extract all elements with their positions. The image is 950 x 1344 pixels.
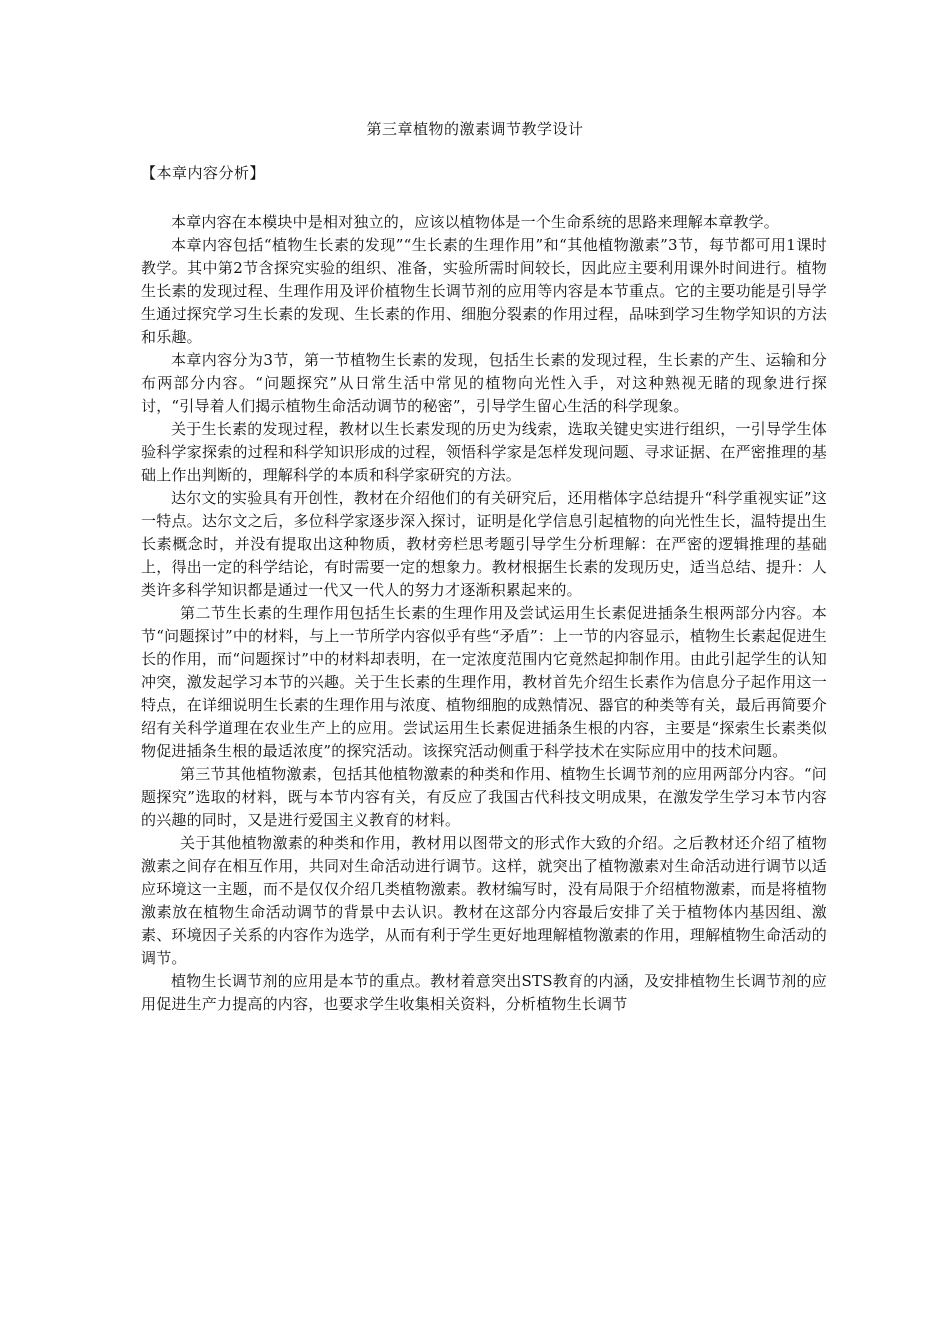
section-heading: 【本章内容分析】	[141, 164, 266, 182]
paragraph: 植物生长调节剂的应用是本节的重点。教材着意突出STS教育的内涵，及安排植物生长调节剂的应用促进生产力提高的内容，也要求学生收集相关资料，分析植物生长调节	[141, 972, 827, 1013]
paragraph: 本章内容包括“植物生长素的发现”“生长素的生理作用”和“其他植物激素”3节，每节都可用1课时教学。其中第2节含探究实验的组织、准备，实验所需时间较长，因此应主要利用课外时间进行。植物生长素的发现过程、生理作用及评价植物生长调节剂的应用等内容是本节重点。它的主要功能是引导学生通过探究学习生长素的发现、生长素的作用、细胞分裂素的作用过程，品味到学习生物学知识的方法和乐趣。	[141, 236, 827, 346]
paragraph: 达尔文的实验具有开创性，教材在介绍他们的有关研究后，还用楷体字总结提升“科学重视实证”这一特点。达尔文之后，多位科学家逐步深入探讨，证明是化学信息引起植物的向光性生长，温特提出生长素概念时，并没有提取出这种物质，教材旁栏思考题引导学生分析理解：在严密的逻辑推理的基础上，得出一定的科学结论，有时需要一定的想象力。教材根据生长素的发现历史，适当总结、提升：人类许多科学知识都是通过一代又一代人的努力才逐渐积累起来的。	[141, 489, 827, 599]
paragraph: 第三节其他植物激素，包括其他植物激素的种类和作用、植物生长调节剂的应用两部分内容。“问题探究”选取的材料，既与本节内容有关，有反应了我国古代科技文明成果，在激发学生学习本节内容的兴趣的同时，又是进行爱国主义教育的材料。	[141, 765, 827, 829]
paragraph: 关于其他植物激素的种类和作用，教材用以图带文的形式作大致的介绍。之后教材还介绍了植物激素之间存在相互作用，共同对生命活动进行调节。这样，就突出了植物激素对生命活动进行调节以适应环境这一主题，而不是仅仅介绍几类植物激素。教材编写时，没有局限于介绍植物激素，而是将植物激素放在植物生命活动调节的背景中去认识。教材在这部分内容最后安排了关于植物体内基因组、激素、环境因子关系的内容作为选学，从而有利于学生更好地理解植物激素的作用，理解植物生命活动的调节。	[141, 834, 827, 967]
paragraph: 本章内容在本模块中是相对独立的，应该以植物体是一个生命系统的思路来理解本章教学。	[171, 213, 780, 231]
document-title: 第三章植物的激素调节教学设计	[366, 120, 584, 138]
document-body	[141, 211, 827, 1016]
paragraph: 本章内容分为3节，第一节植物生长素的发现，包括生长素的发现过程，生长素的产生、运输和分布两部分内容。“问题探究”从日常生活中常见的植物向光性入手，对这种熟视无睹的现象进行探讨，“引导着人们揭示植物生命活动调节的秘密”，引导学生留心生活的科学现象。	[141, 351, 827, 415]
paragraph: 关于生长素的发现过程，教材以生长素发现的历史为线索，选取关键史实进行组织，一引导学生体验科学家探索的过程和科学知识形成的过程，领悟科学家是怎样发现问题、寻求证据、在严密推理的基础上作出判断的，理解科学的本质和科学家研究的方法。	[141, 420, 827, 484]
paragraph: 第二节生长素的生理作用包括生长素的生理作用及尝试运用生长素促进插条生根两部分内容。本节“问题探讨”中的材料，与上一节所学内容似乎有些“矛盾”：上一节的内容显示，植物生长素起促进生长的作用，而“问题探讨”中的材料却表明，在一定浓度范围内它竟然起抑制作用。由此引起学生的认知冲突，激发起学习本节的兴趣。关于生长素的生理作用，教材首先介绍生长素作为信息分子起作用这一特点，在详细说明生长素的生理作用与浓度、植物细胞的成熟情况、器官的种类等有关，最后再简要介绍有关科学道理在农业生产上的应用。尝试运用生长素促进插条生根的内容，主要是“探索生长素类似物促进插条生根的最适浓度”的探究活动。该探究活动侧重于科学技术在实际应用中的技术问题。	[141, 604, 827, 760]
